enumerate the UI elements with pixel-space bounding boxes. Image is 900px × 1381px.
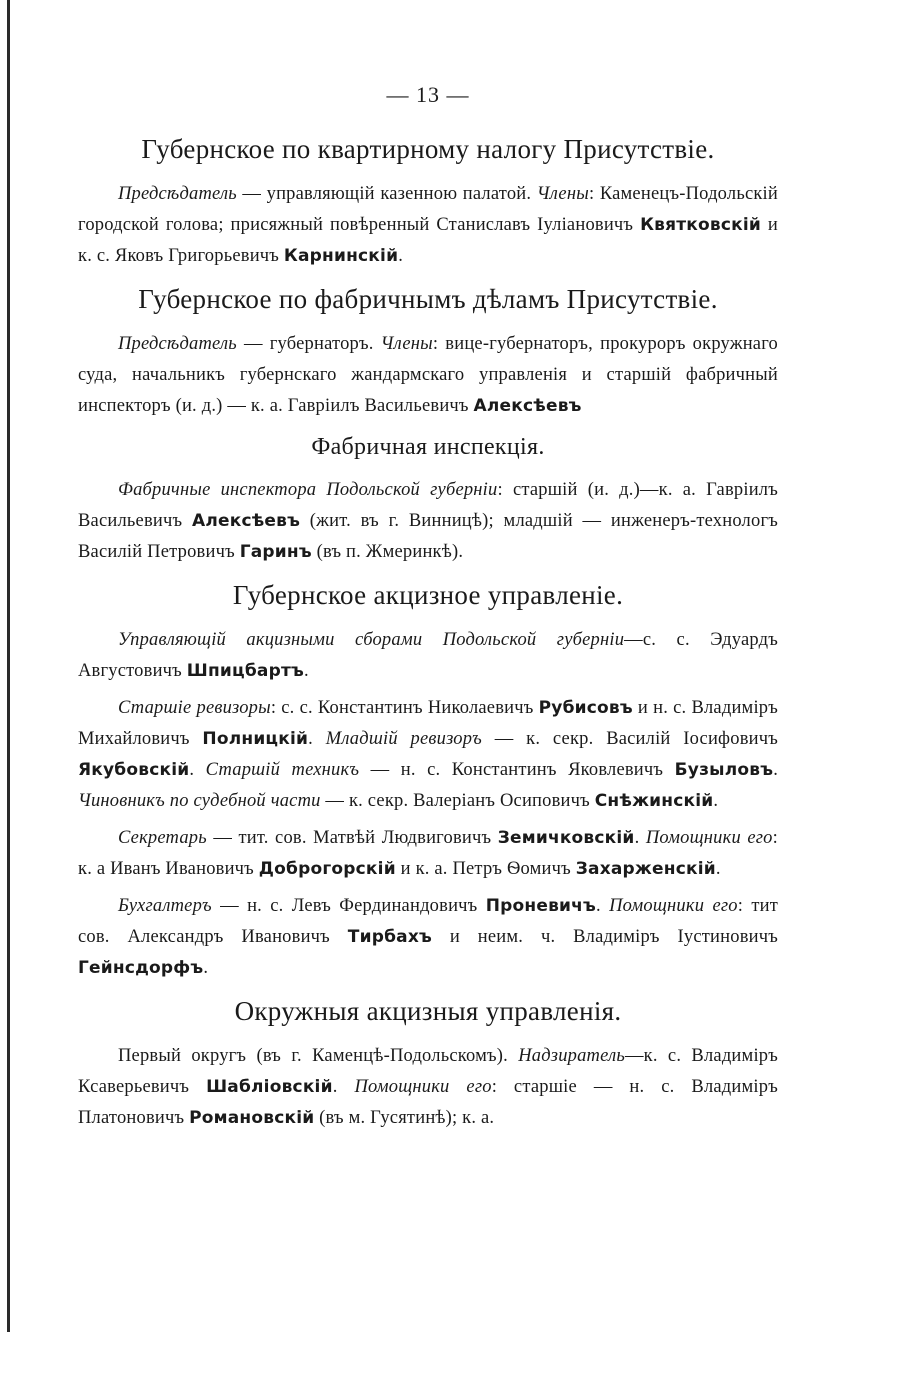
text-run: и н. с. Владиміръ Михайловичъ	[78, 698, 779, 749]
italic-role-label: Члены	[536, 184, 589, 204]
text-run: : Каменецъ-Подольскій городской голова; присяжный повѣренный Станиславъ Іуліановичъ	[78, 184, 778, 235]
bold-surname: Якубовскій	[78, 760, 190, 780]
bold-surname: Проневичъ	[485, 896, 596, 916]
text-run: — тит. сов. Матвѣй Людвиговичъ	[206, 828, 498, 848]
document-section	[78, 284, 778, 434]
bold-surname: Земичковскій	[497, 828, 635, 848]
section-paragraph	[78, 891, 778, 984]
bold-surname: Гейнсдорфъ	[78, 958, 204, 978]
bold-surname: Алексѣевъ	[473, 396, 582, 416]
text-run: .	[203, 958, 209, 978]
text-run: : к. а Иванъ Ивановичъ	[78, 828, 778, 879]
text-run: — к. секр. Валеріанъ Осиповичъ	[320, 791, 595, 811]
italic-role-label: Фабричные инспектора Подольской губерніи	[118, 480, 498, 500]
section-title: Окружныя акцизныя управленія.	[234, 996, 622, 1026]
italic-role-label: Предсѣдатель	[118, 334, 237, 354]
text-run: и неим. ч. Владиміръ Іустиновичъ	[431, 927, 778, 947]
bold-surname: Квятковскій	[640, 215, 762, 235]
italic-role-label: Бухгалтеръ	[118, 896, 212, 916]
italic-role-label: Члены	[380, 334, 433, 354]
italic-role-label: Чиновникъ по судебной части	[78, 791, 321, 811]
section-paragraph	[78, 475, 778, 568]
bold-surname: Снѣжинскій	[594, 791, 714, 811]
page-binding-edge	[7, 0, 10, 1332]
document-section	[78, 996, 778, 1146]
section-title: Губернское по квартирному налогу Присутствіе.	[141, 134, 715, 164]
text-run: — к. секр. Василій Іосифовичъ	[481, 729, 779, 749]
text-run: .	[773, 760, 779, 780]
section-spacer	[78, 1140, 778, 1146]
section-paragraph	[78, 329, 778, 422]
bold-surname: Тирбахъ	[347, 927, 432, 947]
text-run: .	[715, 859, 721, 879]
text-run: (жит. въ г. Винницѣ); младшій — инженеръ-технологъ Василій Петровичъ	[78, 511, 778, 562]
bold-surname: Шпицбартъ	[186, 661, 304, 681]
document-page	[78, 82, 778, 1146]
section-title: Губернское акцизное управленіе.	[232, 580, 624, 610]
text-run: : тит сов. Александръ Ивановичъ	[78, 896, 778, 947]
text-run: и к. с. Яковъ Григорьевичъ	[78, 215, 778, 266]
text-run: .	[634, 828, 646, 848]
italic-role-label: Предсѣдатель	[118, 184, 237, 204]
italic-role-label: Старшій техникъ	[205, 760, 360, 780]
bold-surname: Захарженскій	[575, 859, 716, 879]
document-section	[78, 434, 778, 580]
bold-surname: Полницкій	[202, 729, 309, 749]
bold-surname: Шабліовскій	[206, 1077, 333, 1097]
section-paragraph	[78, 1041, 778, 1134]
section-paragraph	[78, 179, 778, 272]
italic-role-label: Управляющій акцизными сборами Подольской губерніи	[118, 630, 625, 650]
italic-role-label: Старшіе ревизоры	[118, 698, 271, 718]
text-run: —с. с. Эдуардъ Августовичъ	[78, 630, 778, 681]
text-run: — н. с. Левъ Фердинандовичъ	[211, 896, 486, 916]
section-title: Фабричная инспекція.	[311, 434, 545, 460]
text-run: : вице-губернаторъ, прокуроръ окружнаго суда, начальникъ губернскаго жандармскаго управленія и старшій фабричный инспекторъ (и. д.) — к. а. Гавріилъ Васильевичъ	[78, 334, 778, 416]
bold-surname: Доброгорскій	[258, 859, 396, 879]
text-run: .	[713, 791, 719, 811]
italic-role-label: Секретарь	[118, 828, 207, 848]
text-run: .	[189, 760, 206, 780]
text-run: : старшій (и. д.)—к. а. Гавріилъ Васильевичъ	[78, 480, 778, 531]
section-paragraph	[78, 625, 778, 687]
text-run: — н. с. Константинъ Яковлевичъ	[359, 760, 675, 780]
bold-surname: Алексѣевъ	[191, 511, 301, 531]
bold-surname: Романовскій	[189, 1108, 315, 1128]
text-run: : старшіе — н. с. Владиміръ Платоновичъ	[78, 1077, 778, 1128]
text-run: .	[398, 246, 404, 266]
text-run: (въ м. Гусятинѣ); к. а.	[314, 1108, 495, 1128]
document-section	[78, 134, 778, 284]
text-run: —к. с. Владиміръ Ксаверьевичъ	[78, 1046, 778, 1097]
italic-role-label: Помощники его	[645, 828, 773, 848]
text-run: — управляющій казенною палатой.	[236, 184, 537, 204]
text-run: .	[596, 896, 610, 916]
bold-surname: Гаринъ	[239, 542, 312, 562]
section-title: Губернское по фабричнымъ дѣламъ Присутствіе.	[138, 284, 718, 314]
sections-container	[78, 134, 778, 1146]
text-run: .	[303, 661, 309, 681]
bold-surname: Рубисовъ	[538, 698, 633, 718]
italic-role-label: Младшій ревизоръ	[325, 729, 482, 749]
text-run: .	[332, 1077, 355, 1097]
text-run: Первый округъ (въ г. Каменцѣ-Подольскомъ).	[118, 1046, 519, 1066]
italic-role-label: Помощники его	[354, 1077, 492, 1097]
bold-surname: Карнинскій	[283, 246, 399, 266]
text-run: : с. с. Константинъ Николаевичъ	[270, 698, 539, 718]
bold-surname: Бузыловъ	[674, 760, 774, 780]
text-run: — губернаторъ.	[236, 334, 381, 354]
italic-role-label: Надзиратель	[518, 1046, 625, 1066]
italic-role-label: Помощники его	[609, 896, 738, 916]
section-paragraph	[78, 823, 778, 885]
document-section	[78, 580, 778, 996]
text-run: (въ п. Жмеринкѣ).	[311, 542, 464, 562]
page-number: — 13 —	[386, 82, 470, 107]
text-run: и к. а. Петръ Ѳомичъ	[395, 859, 576, 879]
section-paragraph	[78, 693, 778, 817]
text-run: .	[308, 729, 326, 749]
